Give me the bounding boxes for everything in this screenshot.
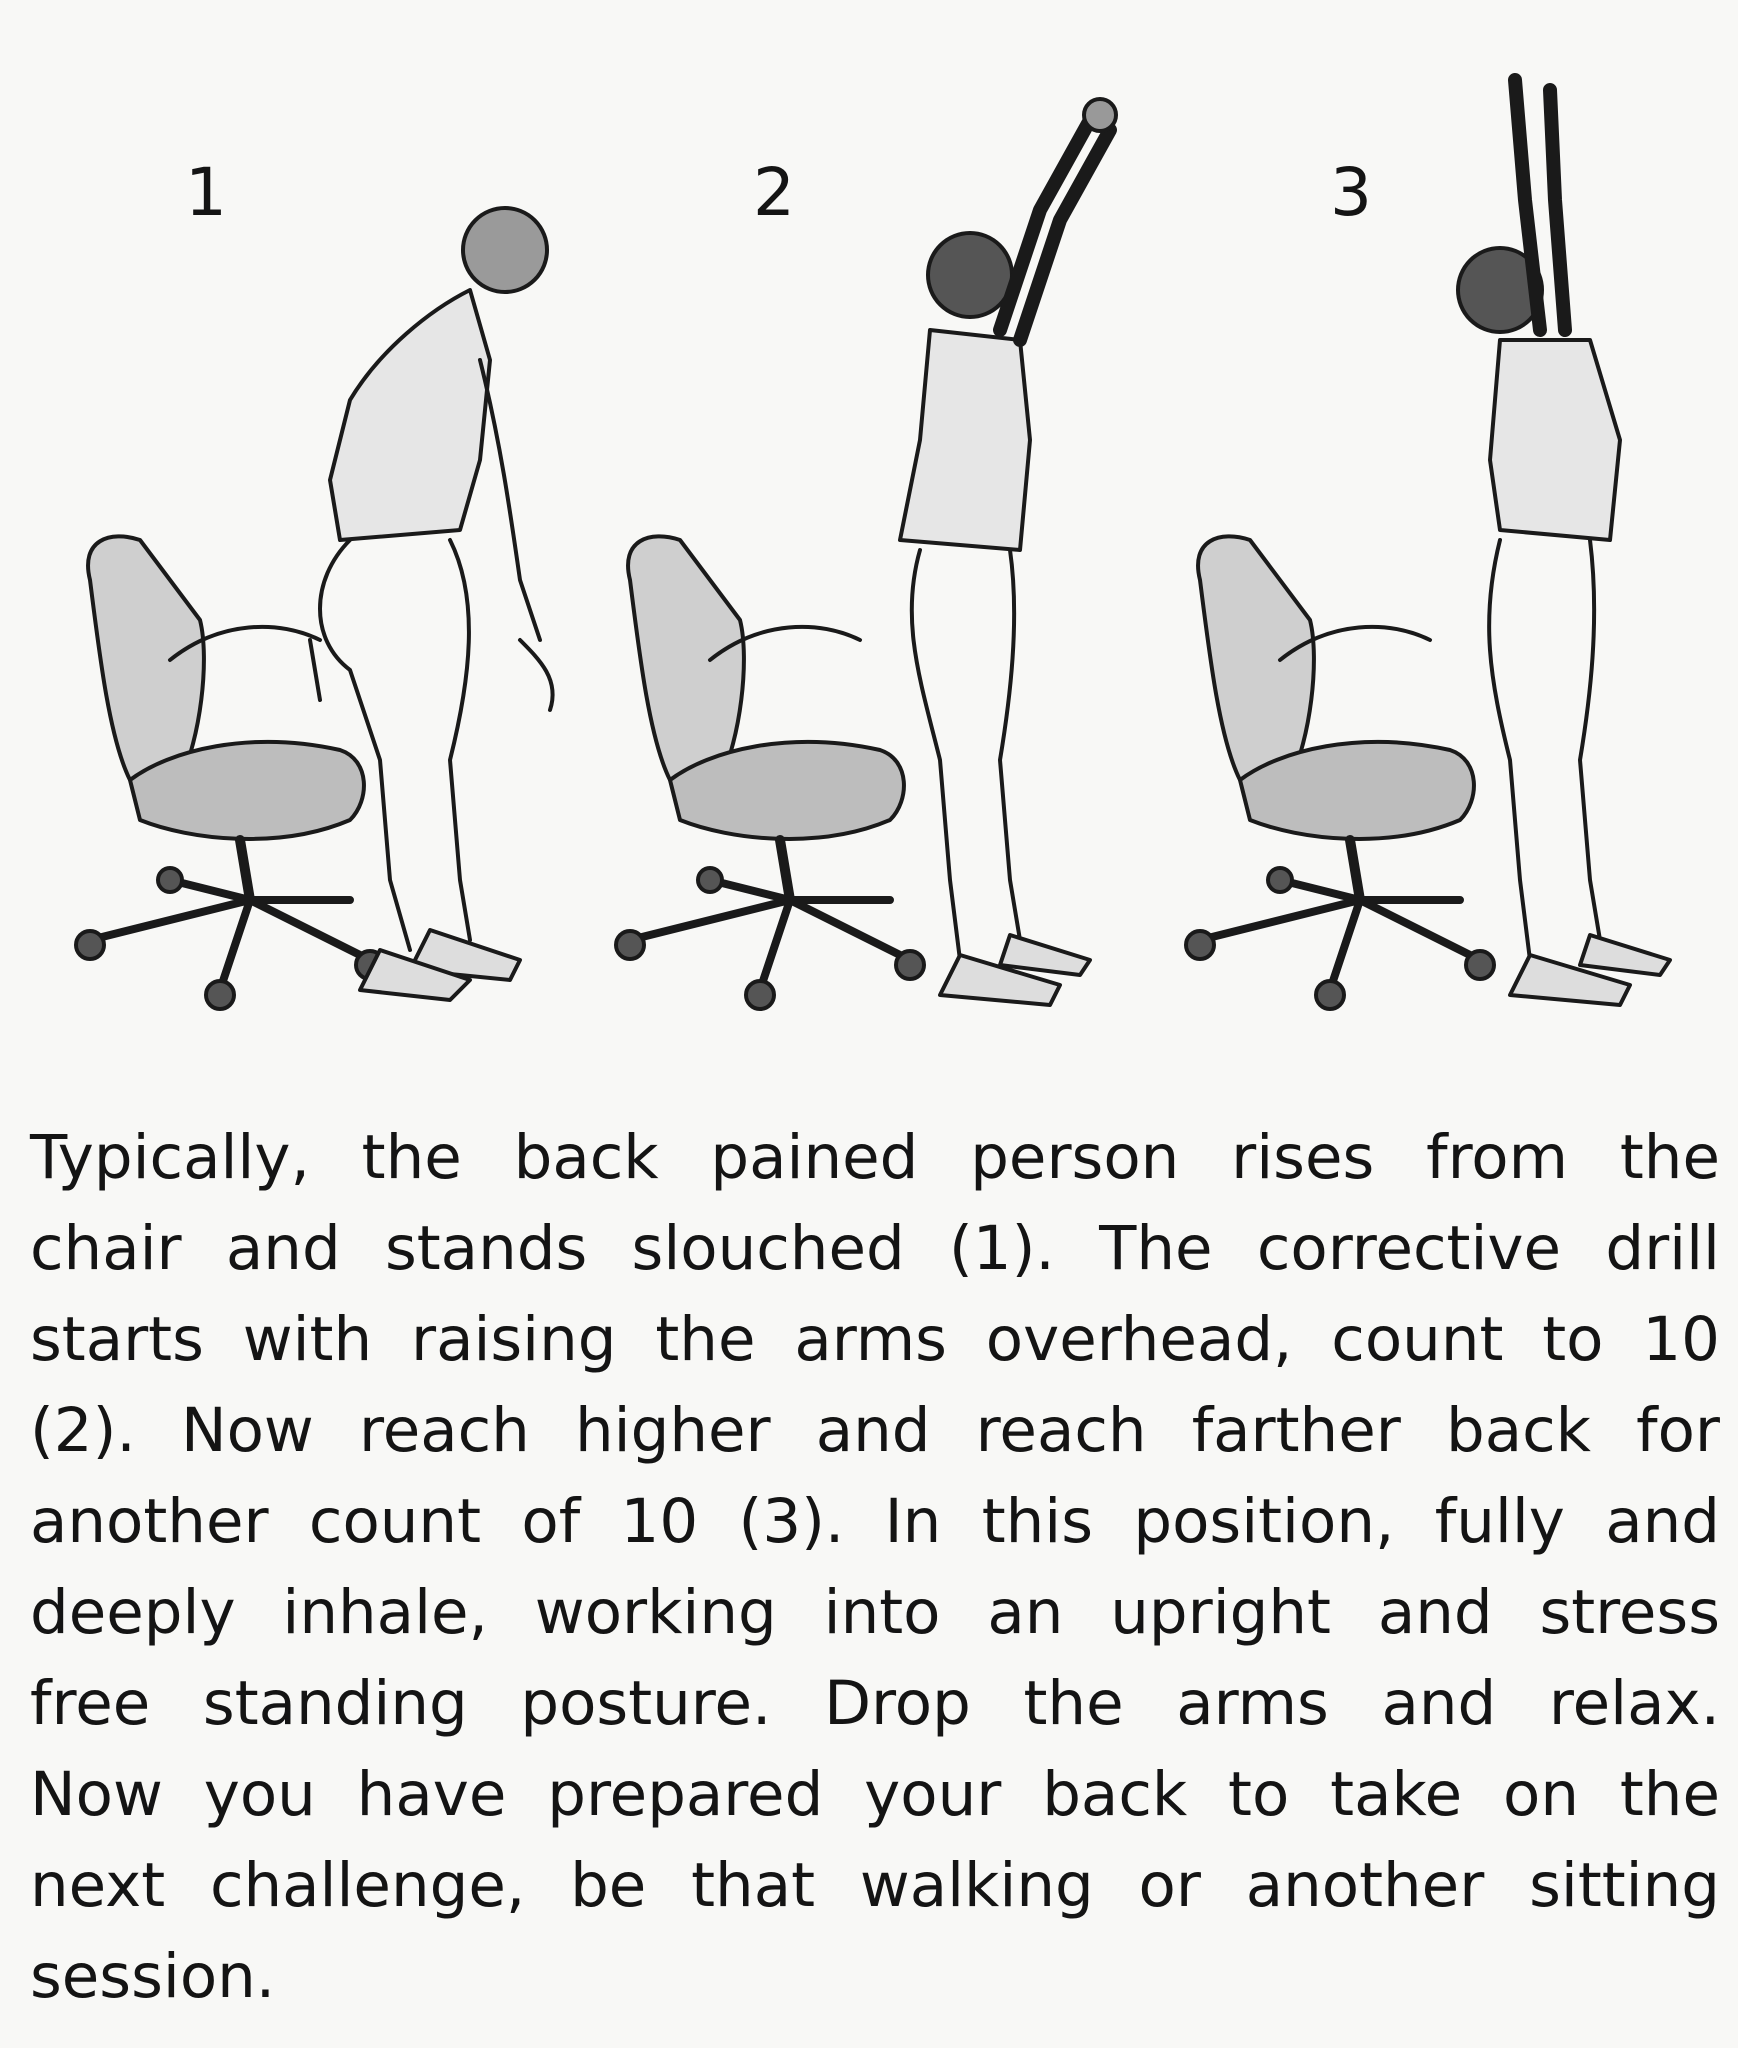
person-reaching-back-icon (1458, 80, 1670, 1005)
office-chair-icon (1186, 536, 1494, 1009)
person-arms-overhead-icon (900, 99, 1116, 1005)
caption-paragraph (30, 1112, 1720, 2022)
caption-line-1: Typically, the back pained person rises from the (30, 1122, 1720, 1193)
figure-panel-3 (1170, 60, 1710, 1020)
caption-line-7: free standing posture. Drop the arms and relax. (30, 1668, 1720, 1739)
panel-number-1: 1 (185, 154, 227, 231)
arms-reaching-back-figure-icon (1170, 60, 1710, 1020)
person-slouched-icon (320, 208, 553, 1000)
office-chair-icon (76, 536, 384, 1009)
arms-overhead-figure-icon (600, 60, 1120, 1020)
panel-number-2: 2 (753, 154, 795, 231)
figure-panel-2 (600, 60, 1120, 1020)
caption-line-10: session. (30, 1941, 276, 2012)
caption-line-3: starts with raising the arms overhead, count to 10 (30, 1304, 1720, 1375)
caption-line-9: next challenge, be that walking or another sitting (30, 1850, 1720, 1921)
caption-line-4: (2). Now reach higher and reach farther back for (30, 1395, 1720, 1466)
caption-line-5: another count of 10 (3). In this position, fully and (30, 1486, 1720, 1557)
figure-panel-1 (50, 60, 570, 1020)
caption-line-6: deeply inhale, working into an upright and stress (30, 1577, 1720, 1648)
office-chair-icon (616, 536, 924, 1009)
caption-line-8: Now you have prepared your back to take on the (30, 1759, 1720, 1830)
panel-number-3: 3 (1330, 154, 1372, 231)
caption-line-2: chair and stands slouched (1). The corrective drill (30, 1213, 1720, 1284)
slouched-standing-figure-icon (50, 60, 570, 1020)
